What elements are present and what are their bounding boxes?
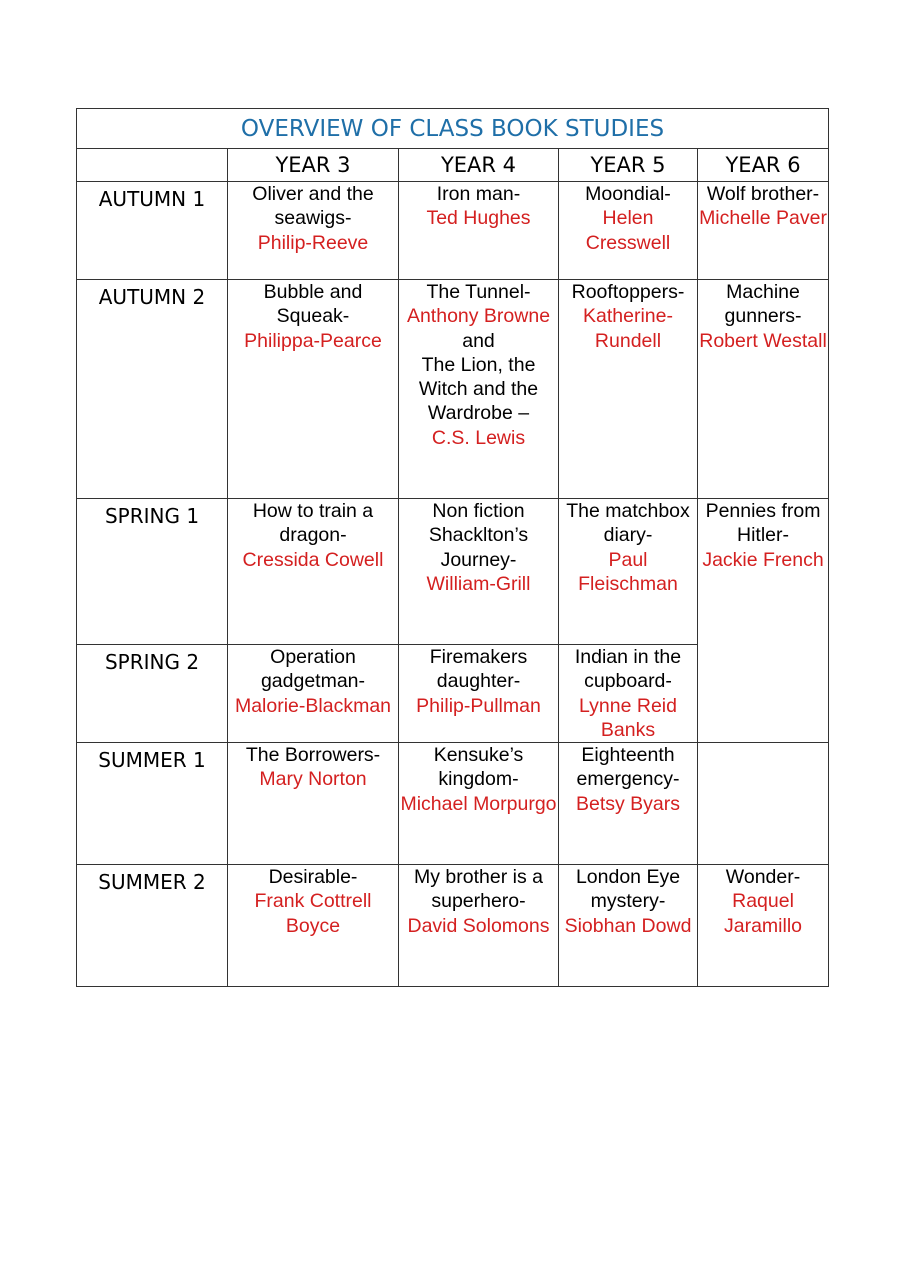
book-author: Michael Morpurgo <box>400 792 557 815</box>
book-title: The Lion, the Witch and the Wardrobe – <box>418 353 539 425</box>
year-header: YEAR 3 <box>228 149 399 182</box>
table-row <box>77 743 829 865</box>
table-row <box>77 499 829 645</box>
book-author: Lynne Reid Banks <box>579 694 677 741</box>
book-cell <box>559 280 698 499</box>
book-author: David Solomons <box>407 914 550 937</box>
book-author: Katherine-Rundell <box>583 305 673 352</box>
term-label: SPRING 1 <box>77 499 228 645</box>
book-cell <box>228 645 399 743</box>
book-author: Philip-Pullman <box>416 694 541 717</box>
term-label: AUTUMN 2 <box>77 280 228 499</box>
book-cell <box>399 499 559 645</box>
term-label: AUTUMN 1 <box>77 182 228 280</box>
book-cell <box>399 865 559 987</box>
book-cell <box>698 280 829 499</box>
book-author: Philippa-Pearce <box>244 329 382 352</box>
corner-cell <box>77 149 228 182</box>
book-cell <box>228 182 399 280</box>
book-author: Mary Norton <box>259 768 367 791</box>
book-title: My brother is a superhero- <box>414 866 543 913</box>
book-title: Firemakers daughter- <box>429 646 528 693</box>
book-cell <box>698 499 829 743</box>
book-cell <box>698 865 829 987</box>
term-label: SUMMER 1 <box>77 743 228 865</box>
table-row <box>77 280 829 499</box>
book-cell <box>698 182 829 280</box>
book-title: Oliver and the seawigs- <box>252 183 374 230</box>
connector-text: and <box>462 329 495 352</box>
book-title: The Tunnel- <box>426 281 531 303</box>
book-cell <box>399 645 559 743</box>
book-author: Paul Fleischman <box>578 548 678 595</box>
table-row <box>77 865 829 987</box>
book-title: Machine gunners- <box>724 281 802 328</box>
year-header: YEAR 4 <box>399 149 559 182</box>
year-header: YEAR 6 <box>698 149 829 182</box>
book-author: Malorie-Blackman <box>234 694 392 717</box>
book-author: Philip-Reeve <box>257 231 369 254</box>
year-header: YEAR 5 <box>559 149 698 182</box>
book-cell <box>228 743 399 865</box>
book-author: Cressida Cowell <box>242 548 384 571</box>
book-author: Robert Westall <box>699 329 827 352</box>
book-author: William-Grill <box>426 572 531 595</box>
book-cell <box>559 645 698 743</box>
book-author: Siobhan Dowd <box>564 914 692 937</box>
book-cell <box>559 865 698 987</box>
book-author: Raquel Jaramillo <box>724 890 803 937</box>
book-title: Iron man- <box>436 183 521 205</box>
book-cell <box>228 499 399 645</box>
book-author: C.S. Lewis <box>431 426 526 449</box>
book-title: Operation gadgetman- <box>260 646 366 693</box>
book-title: The matchbox diary- <box>566 500 690 547</box>
book-author: Ted Hughes <box>426 207 531 230</box>
book-title: London Eye mystery- <box>575 866 681 913</box>
table-title: OVERVIEW OF CLASS BOOK STUDIES <box>77 109 829 149</box>
book-author: Anthony Browne <box>406 305 551 328</box>
book-title: Desirable- <box>268 866 358 889</box>
book-studies-table <box>76 108 829 987</box>
book-title: Moondial- <box>585 183 671 205</box>
book-title: Wonder- <box>725 866 801 889</box>
book-cell <box>399 280 559 499</box>
book-title: Rooftoppers- <box>571 281 685 303</box>
book-author: Betsy Byars <box>575 792 681 815</box>
book-cell <box>559 182 698 280</box>
book-author: Helen Cresswell <box>585 207 671 254</box>
term-label: SUMMER 2 <box>77 865 228 987</box>
empty-cell <box>698 743 829 865</box>
book-cell <box>228 865 399 987</box>
book-title: Eighteenth emergency- <box>576 744 680 791</box>
book-title: Kensuke’s kingdom- <box>433 744 524 791</box>
book-author: Jackie French <box>702 548 824 571</box>
book-title: Non fiction Shacklton’s Journey- <box>428 500 529 571</box>
book-cell <box>399 182 559 280</box>
table-row <box>77 182 829 280</box>
book-title: Bubble and Squeak- <box>263 281 363 328</box>
term-label: SPRING 2 <box>77 645 228 743</box>
book-author: Frank Cottrell Boyce <box>254 890 372 937</box>
book-cell <box>228 280 399 499</box>
book-title: Wolf brother- <box>706 183 820 205</box>
book-cell <box>399 743 559 865</box>
book-title: How to train a dragon- <box>252 500 374 547</box>
book-cell <box>559 743 698 865</box>
book-title: Pennies from Hitler- <box>705 500 821 547</box>
book-title: The Borrowers- <box>245 744 381 767</box>
book-title: Indian in the cupboard- <box>574 646 682 693</box>
book-cell <box>559 499 698 645</box>
book-author: Michelle Paver <box>699 207 827 230</box>
